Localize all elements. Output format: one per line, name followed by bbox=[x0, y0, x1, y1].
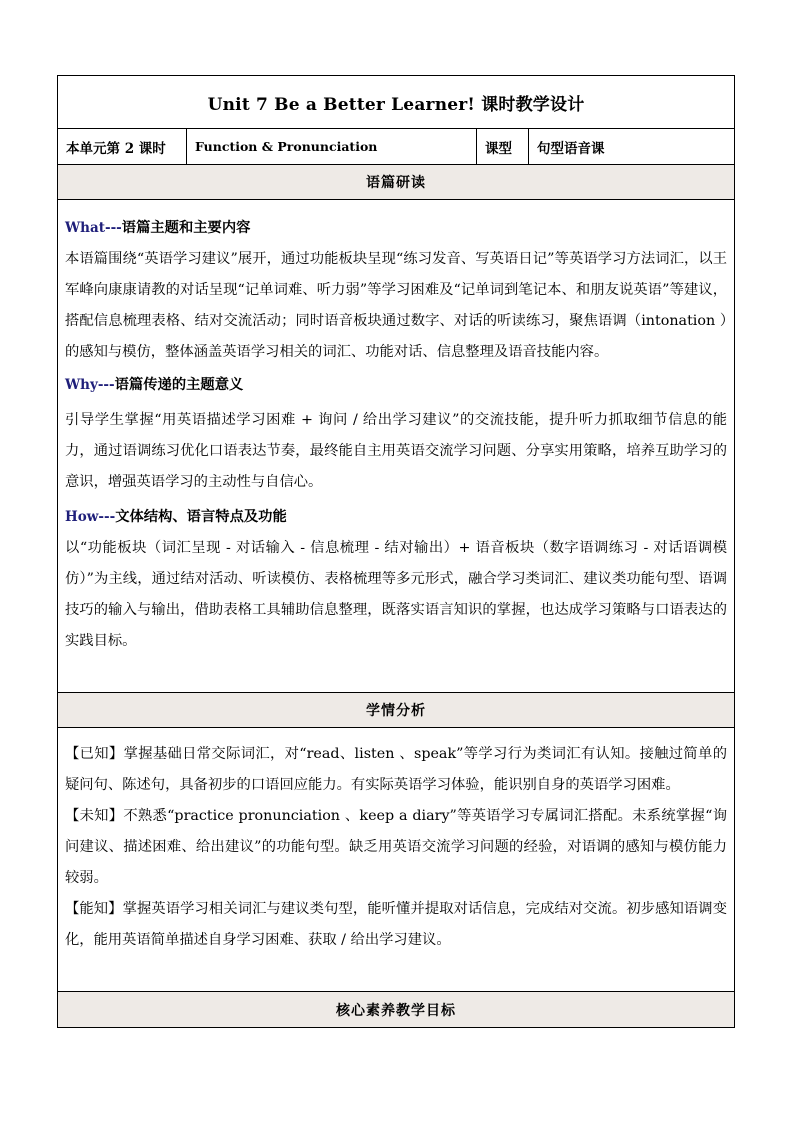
lesson-meta-row bbox=[58, 129, 734, 165]
why-label-en: Why--- bbox=[65, 377, 115, 393]
what-paragraph: 本语篇围绕“英语学习建议”展开，通过功能板块呈现“练习发音、写英语日记”等英语学习方法词汇，以王军峰向康康请教的对话呈现“记单词难、听力弱”等学习困难及“记单词到笔记本、和朋友说英语”等建议，搭配信息梳理表格、结对交流活动；同时语音板块通过数字、对话的听读练习，聚焦语调（intonation ）的感知与模仿，整体涵盖英语学习相关的词汇、功能对话、信息整理及语音技能内容。 bbox=[65, 251, 727, 360]
section-heading-text-study: 语篇研读 bbox=[58, 165, 734, 200]
what-subheading bbox=[65, 213, 727, 244]
what-label-cn: 语篇主题和主要内容 bbox=[121, 220, 251, 236]
lesson-topic-cell: Function & Pronunciation bbox=[187, 129, 477, 164]
how-label-en: How--- bbox=[65, 509, 116, 525]
section-body-learner-analysis bbox=[58, 728, 734, 992]
section-body-text-study bbox=[58, 200, 734, 693]
lesson-type-value: 句型语音课 bbox=[537, 140, 605, 157]
how-paragraph: 以“功能板块（词汇呈现 - 对话输入 - 信息梳理 - 结对输出）+ 语音板块（数字语调练习 - 对话语调模仿）”为主线，通过结对活动、听读模仿、表格梳理等多元形式，融合学习类词汇、建议类功能句型、语调技巧的输入与输出，借助表格工具辅助信息整理，既落实语言知识的掌握，也达成学习策略与口语表达的实践目标。 bbox=[65, 540, 727, 649]
known-paragraph: 【已知】掌握基础日常交际词汇，对“read、listen 、speak”等学习行为类词汇有认知。接触过简单的疑问句、陈述句，具备初步的口语回应能力。有实际英语学习体验，能识别自身的英语学习困难。 bbox=[65, 746, 727, 793]
why-label-cn: 语篇传递的主题意义 bbox=[114, 377, 244, 393]
how-label-cn: 文体结构、语言特点及功能 bbox=[115, 509, 287, 525]
why-subheading bbox=[65, 370, 727, 401]
document-title: Unit 7 Be a Better Learner! 课时教学设计 bbox=[58, 76, 734, 129]
can-know-paragraph: 【能知】掌握英语学习相关词汇与建议类句型，能听懂并提取对话信息，完成结对交流。初步感知语调变化，能用英语简单描述自身学习困难、获取 / 给出学习建议。 bbox=[65, 901, 727, 948]
lesson-type-label: 课型 bbox=[477, 129, 529, 164]
lesson-number-cell: 本单元第 2 课时 bbox=[58, 129, 187, 164]
unknown-paragraph: 【未知】不熟悉“practice pronunciation 、keep a diary”等英语学习专属词汇搭配。未系统掌握“询问建议、描述困难、给出建议”的功能句型。缺乏用英语交流学习问题的经验，对语调的感知与模仿能力较弱。 bbox=[65, 808, 727, 886]
how-subheading bbox=[65, 502, 727, 533]
why-paragraph: 引导学生掌握“用英语描述学习困难 + 询问 / 给出学习建议”的交流技能，提升听力抓取细节信息的能力，通过语调练习优化口语表达节奏，最终能自主用英语交流学习问题、分享实用策略，培养互助学习的意识，增强英语学习的主动性与自信心。 bbox=[65, 412, 727, 490]
lesson-plan-table bbox=[57, 75, 735, 1028]
what-label-en: What--- bbox=[65, 220, 122, 236]
section-heading-learner-analysis: 学情分析 bbox=[58, 693, 734, 728]
section-heading-core-objectives: 核心素养教学目标 bbox=[58, 992, 734, 1027]
